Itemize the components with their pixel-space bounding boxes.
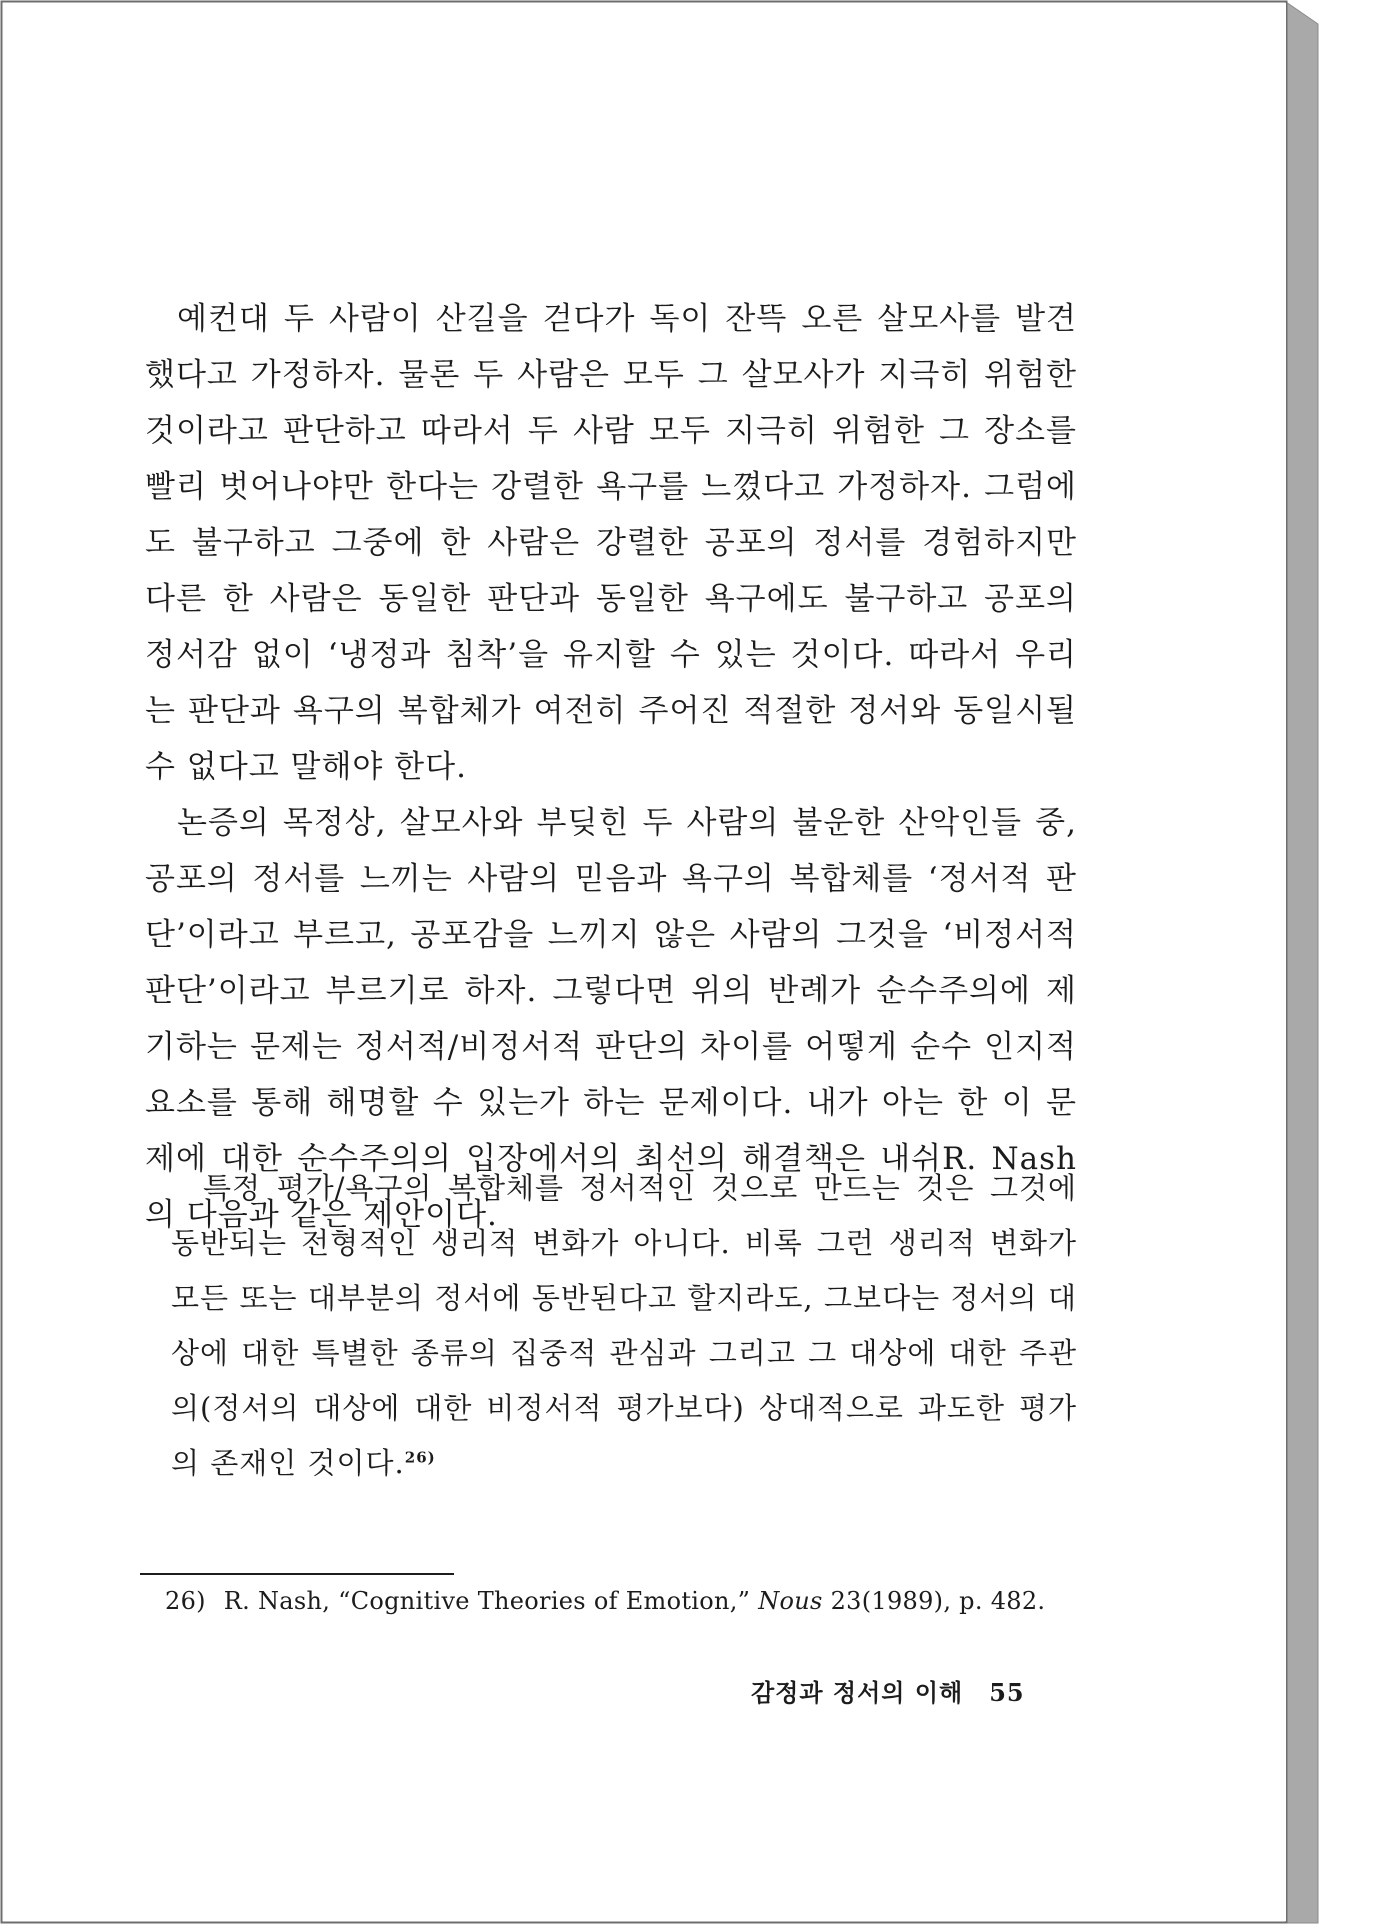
paragraph: 논증의 목정상, 살모사와 부딪힌 두 사람의 불운한 산악인들 중, 공포의 정서를 느끼는 사람의 믿음과 욕구의 복합체를 ‘정서적 판단’이라고 부르고, 공포감을 느끼지 않은 사람의 그것을 ‘비정서적 판단’이라고 부르기로 하자. 그렇다면 위의 반례가 순수주의에 제기하는 문제는 정서적/비정서적 판단의 차이를 어떻게 순수 인지적 요소를 통해 해명할 수 있는가 하는 문제이다. 내가 아는 한 이 문제에 대한 순수주의의 입장에서의 최선의 해결책은 내쉬R. Nash의 다음과 같은 제안이다. — [145, 805, 1077, 1233]
book-page — [3, 3, 1286, 1921]
footnote — [165, 1585, 1065, 1617]
body-text — [145, 291, 1077, 1243]
running-footer — [751, 1673, 1025, 1708]
footnote-journal: Nous — [758, 1587, 823, 1615]
footnote-details: 23(1989), p. 482. — [830, 1587, 1046, 1615]
paragraph: 예컨대 두 사람이 산길을 걷다가 독이 잔뜩 오른 살모사를 발견했다고 가정하자. 물론 두 사람은 모두 그 살모사가 지극히 위험한 것이라고 판단하고 따라서 두 사람 모두 지극히 위험한 그 장소를 빨리 벗어나야만 한다는 강렬한 욕구를 느꼈다고 가정하자. 그럼에도 불구하고 그중에 한 사람은 강렬한 공포의 정서를 경험하지만 다른 한 사람은 동일한 판단과 동일한 욕구에도 불구하고 공포의 정서감 없이 ‘냉정과 침착’을 유지할 수 있는 것이다. 따라서 우리는 판단과 욕구의 복합체가 여전히 주어진 적절한 정서와 동일시될 수 없다고 말해야 한다. — [145, 301, 1077, 785]
footnote-divider — [140, 1573, 454, 1575]
footnote-author: R. Nash, — [223, 1587, 331, 1615]
book-title: 감정과 정서의 이해 — [751, 1678, 964, 1707]
page-number: 55 — [989, 1678, 1025, 1707]
footnote-number: 26) — [165, 1587, 206, 1615]
footnote-reference: 26) — [404, 1448, 436, 1467]
footnote-title: “Cognitive Theories of Emotion,” — [338, 1587, 751, 1615]
block-quote — [171, 1161, 1077, 1491]
quote-text: 특정 평가/욕구의 복합체를 정서적인 것으로 만드는 것은 그것에 동반되는 전형적인 생리적 변화가 아니다. 비록 그런 생리적 변화가 모든 또는 대부분의 정서에 동반된다고 할지라도, 그보다는 정서의 대상에 대한 특별한 종류의 집중적 관심과 그리고 그 대상에 대한 주관의(정서의 대상에 대한 비정서적 평가보다) 상대적으로 과도한 평가의 존재인 것이다. — [171, 1171, 1077, 1480]
